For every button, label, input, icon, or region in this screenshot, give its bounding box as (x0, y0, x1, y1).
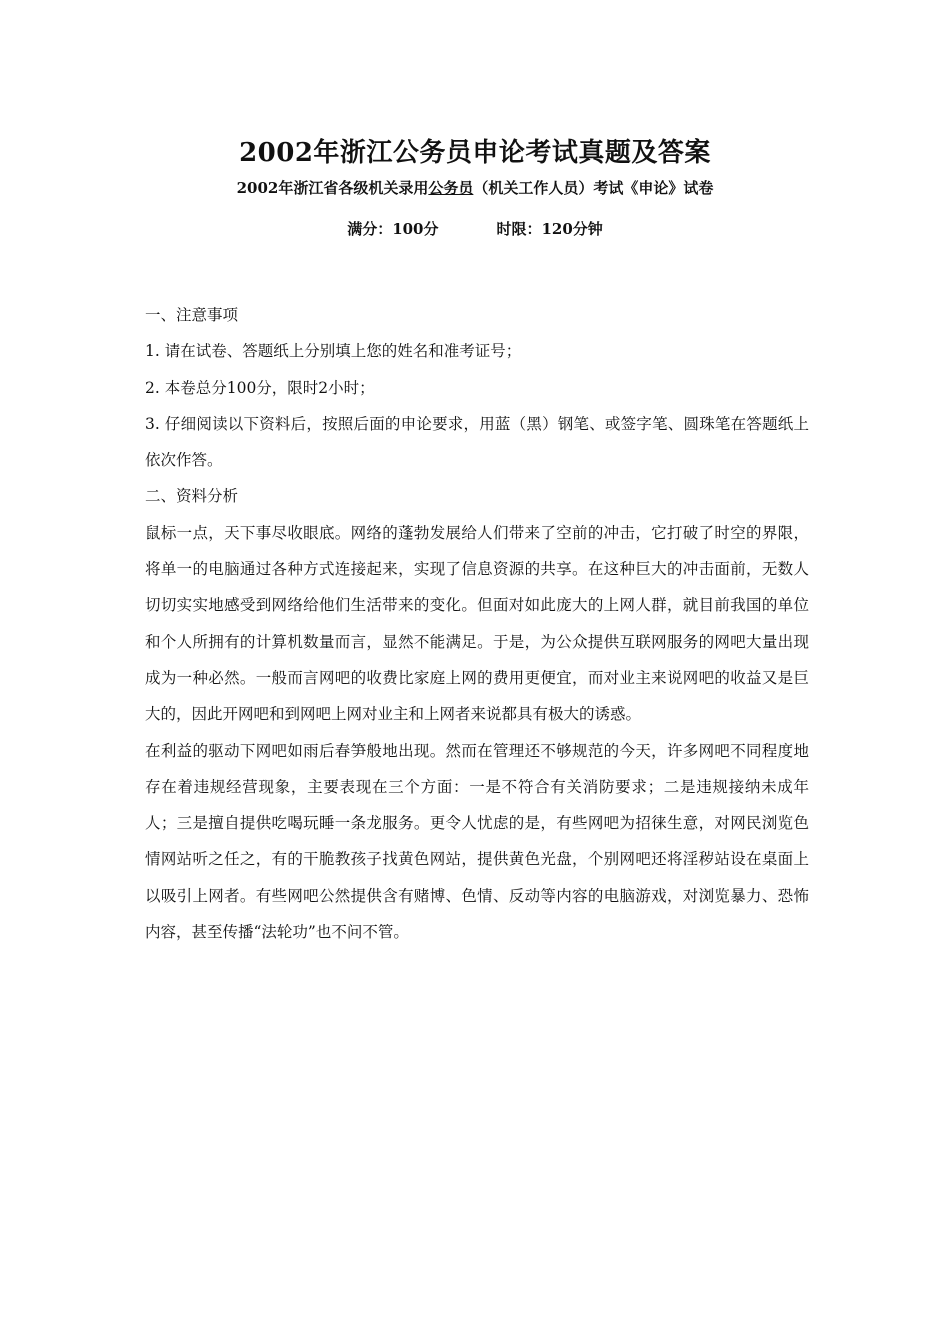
notice-item: 3. 仔细阅读以下资料后，按照后面的申论要求，用蓝（黑）钢笔、或签字笔、圆珠笔在答题纸上依次作答。 (145, 414, 809, 470)
notice-item: 1. 请在试卷、答题纸上分别填上您的姓名和准考证号； (145, 342, 522, 361)
document-title: 2002年浙江公务员申论考试真题及答案 (239, 138, 711, 168)
material-paragraph: 鼠标一点，天下事尽收眼底。网络的蓬勃发展给人们带来了空前的冲击，它打破了时空的界限，将单一的电脑通过各种方式连接起来，实现了信息资源的共享。在这种巨大的冲击面前，无数人切切实实地感受到网络给他们生活带来的变化。但面对如此庞大的上网人群，就目前我国的单位和个人所拥有的计算机数量而言，显然不能满足。于是，为公众提供互联网服务的网吧大量出现成为一种必然。一般而言网吧的收费比家庭上网的费用更便宜，而对业主来说网吧的收益又是巨大的，因此开网吧和到网吧上网对业主和上网者来说都具有极大的诱惑。 (145, 523, 809, 724)
subtitle-suffix: （机关工作人员）考试《申论》试卷 (473, 179, 714, 197)
notice-heading: 一、注意事项 (145, 306, 239, 324)
analysis-heading: 二、资料分析 (145, 487, 239, 506)
document-body (145, 297, 809, 950)
time-limit: 时限：120分钟 (496, 220, 603, 238)
notice-item: 2. 本卷总分100分，限时2小时； (145, 378, 375, 397)
exam-subtitle (0, 177, 950, 198)
civil-servant-link[interactable]: 公务员 (428, 179, 474, 197)
full-score: 满分：100分 (347, 220, 439, 238)
subtitle-prefix: 2002年浙江省各级机关录用 (236, 179, 429, 197)
material-paragraph: 在利益的驱动下网吧如雨后春笋般地出现。然而在管理还不够规范的今天，许多网吧不同程度地存在着违规经营现象，主要表现在三个方面：一是不符合有关消防要求；二是违规接纳未成年人；三是擅自提供吃喝玩睡一条龙服务。更令人忧虑的是，有些网吧为招徕生意，对网民浏览色情网站听之任之，有的干脆教孩子找黄色网站，提供黄色光盘，个别网吧还将淫秽站设在桌面上以吸引上网者。有些网吧公然提供含有赌博、色情、反动等内容的电脑游戏，对浏览暴力、恐怖内容，甚至传播“法轮功”也不问不管。 (145, 741, 809, 942)
score-time-line (0, 218, 950, 239)
